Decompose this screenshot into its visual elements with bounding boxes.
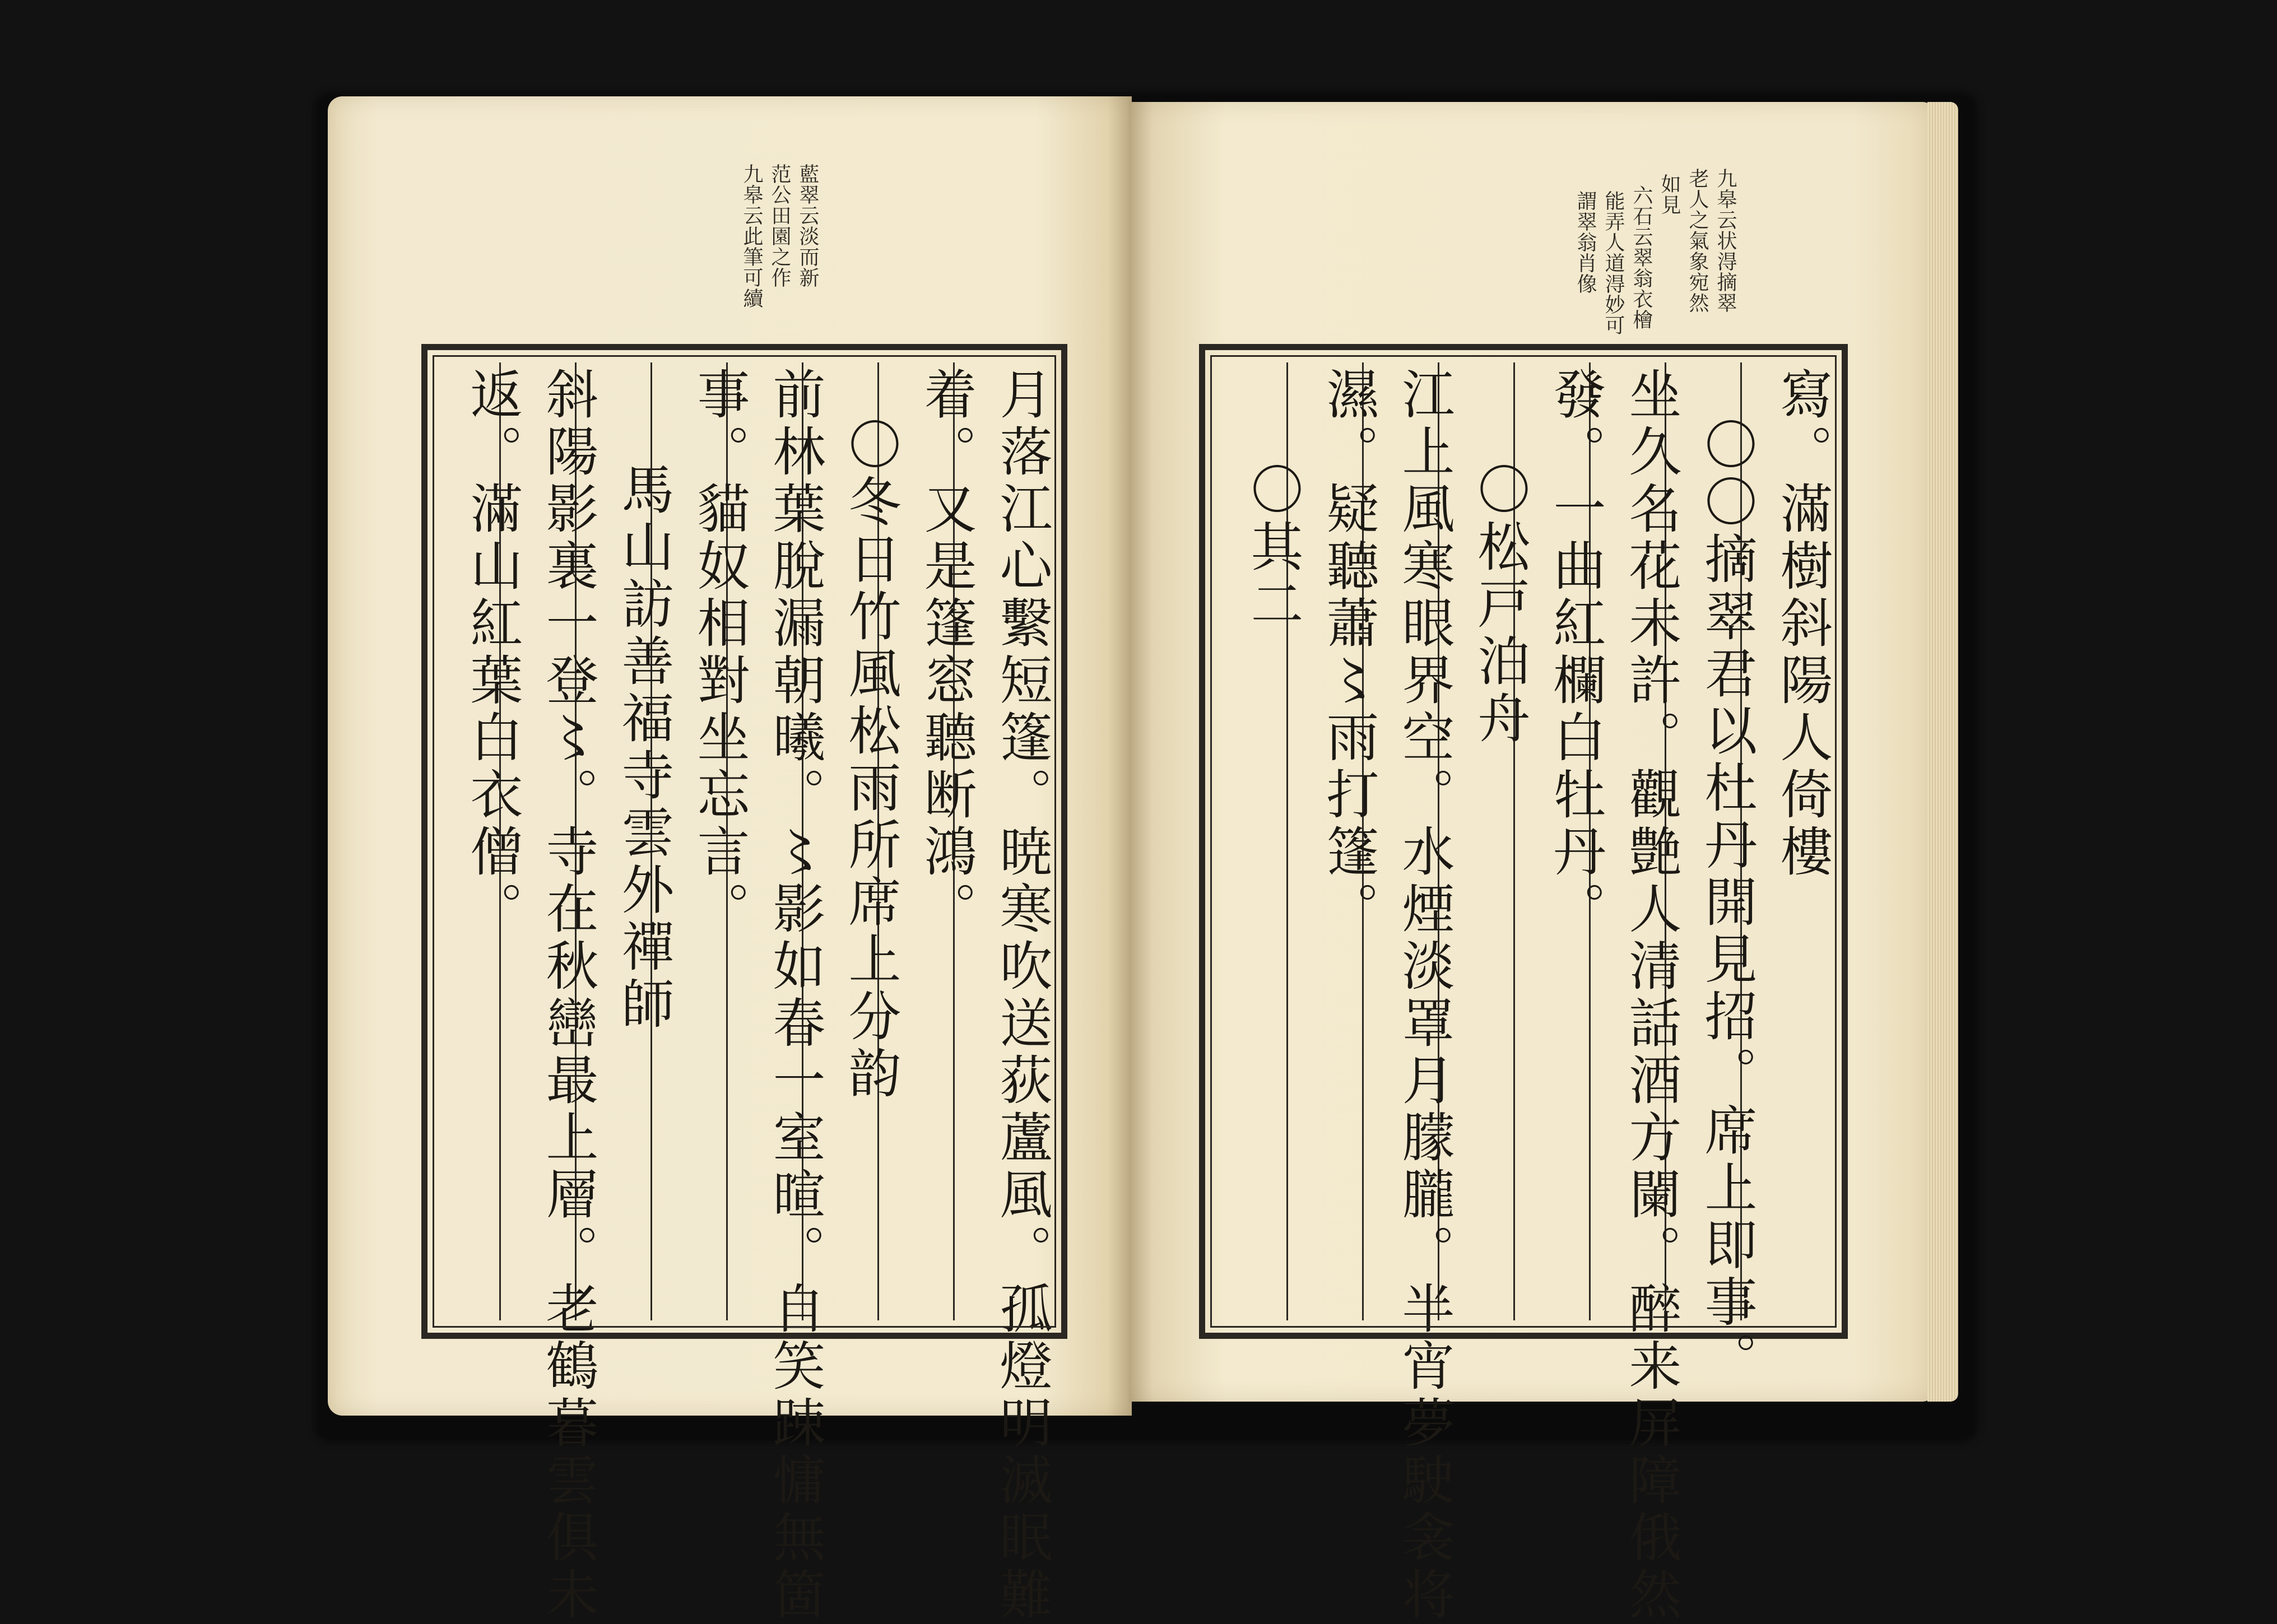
left-column-8: 返。滿山紅葉白衣僧。 bbox=[461, 367, 522, 938]
column-rule bbox=[1513, 362, 1515, 1320]
left-column-6: 馬山訪善福寺雲外禪師 bbox=[612, 462, 673, 1034]
right-top-note-2: 老人之氣象宛然 bbox=[1686, 168, 1709, 313]
column-rule bbox=[953, 362, 955, 1320]
column-rule bbox=[1665, 362, 1666, 1320]
right-top-note-4: 六石云翠翁衣檜 bbox=[1630, 185, 1653, 330]
column-rule bbox=[802, 362, 803, 1320]
column-rule bbox=[1362, 362, 1364, 1320]
column-rule bbox=[650, 362, 652, 1320]
left-top-note-3: 藍翠云淡而新 bbox=[796, 164, 819, 288]
column-rule bbox=[575, 362, 577, 1320]
column-rule bbox=[1438, 362, 1439, 1320]
right-top-note-6: 謂翠翁肖像 bbox=[1574, 190, 1597, 294]
right-top-note-3: 如見 bbox=[1658, 174, 1681, 215]
left-column-3: 〇冬日竹風松雨所席上分韵 bbox=[839, 417, 900, 1103]
right-column-1: 〇〇摘翠君以杜丹開見招。席上即事。 bbox=[1695, 417, 1756, 1389]
column-rule bbox=[877, 362, 879, 1320]
right-column-6: 濕。疑聽蕭〻雨打篷。 bbox=[1317, 367, 1378, 938]
column-rule bbox=[1589, 362, 1591, 1320]
left-column-7: 斜陽影裏一登〻。寺在秋巒最上層。老鶴暮雲俱未 bbox=[537, 367, 598, 1624]
right-column-7: 〇其二 bbox=[1242, 462, 1303, 634]
right-column-header: 寫。滿樹斜陽人倚樓 bbox=[1771, 367, 1832, 881]
right-top-note-5: 能弄人道淂妙可 bbox=[1602, 190, 1625, 336]
column-rule bbox=[499, 362, 501, 1320]
column-rule bbox=[1740, 362, 1742, 1320]
right-column-5: 江上風寒眼界空。水煙淡罩月朦朧。半宵夢駛衾将 bbox=[1393, 367, 1454, 1624]
column-rule bbox=[1286, 362, 1288, 1320]
right-column-4: 〇松戸泊舟 bbox=[1469, 462, 1530, 748]
right-text-frame bbox=[1199, 344, 1848, 1624]
left-text-frame bbox=[421, 344, 1067, 1624]
left-column-2: 着。又是篷窓聽断鴻。 bbox=[915, 367, 976, 938]
right-column-3: 發。一曲紅欄白牡丹。 bbox=[1544, 367, 1605, 938]
left-column-5: 事。貓奴相對坐忘言。 bbox=[688, 367, 749, 938]
page-edges bbox=[1927, 102, 1958, 1402]
column-rule bbox=[726, 362, 728, 1320]
right-top-note-1: 九皋云状淂摘翠 bbox=[1714, 168, 1737, 313]
left-column-4: 前林葉脫漏朝曦。〻影如春一室暄。自笑踈慵無箇 bbox=[764, 367, 825, 1624]
right-column-2: 坐久名花未許。觀艶人清話酒方闌。醉来屏障俄然 bbox=[1620, 367, 1681, 1624]
left-column-1: 月落江心繫短篷。暁寒吹送荻蘆風。孤燈明滅眠難 bbox=[991, 367, 1052, 1624]
left-top-note-1: 九皋云此筆可續 bbox=[740, 164, 763, 309]
left-top-note-2: 范公田園之作 bbox=[768, 164, 791, 288]
